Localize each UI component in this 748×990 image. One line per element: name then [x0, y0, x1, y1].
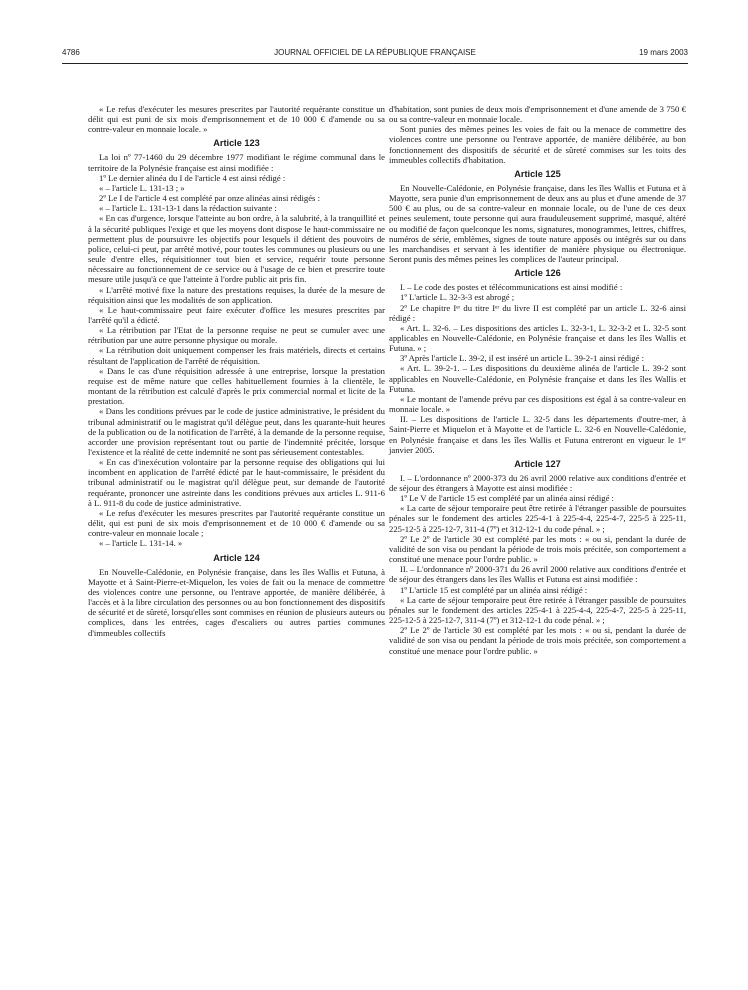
paragraph: « La carte de séjour temporaire peut être retirée à l'étranger passible de poursuites pénales sur le fondement des articles 225-4-1 à 225-4-4, 225-4-7, 225-5 à 225-11, 225-12-5 à 225-12-7, 311-4 (7º) et 312-12-1 du code pénal. » ; [389, 503, 686, 534]
paragraph: 2º Le chapitre Iᵉʳ du titre Iᵉʳ du livre II est complété par un article L. 32-6 ainsi rédigé : [389, 302, 686, 323]
paragraph: 1º L'article 15 est complété par un alinéa ainsi rédigé : [400, 584, 588, 595]
paragraph: 2º Le I de l'article 4 est complété par onze alinéas ainsi rédigés : [99, 193, 320, 204]
left-column [88, 104, 385, 638]
paragraph: « Art. L. 32-6. – Les dispositions des articles L. 32-3-1, L. 32-3-2 et L. 32-5 sont applicables en Nouvelle-Calédonie, en Polynésie française et dans les îles Wallis et Futuna. » ; [389, 322, 686, 354]
article-heading: Article 127 [514, 458, 561, 469]
paragraph: d'habitation, sont punies de deux mois d'emprisonnement et d'une amende de 3 750 € ou sa contre-valeur en monnaie locale. [389, 104, 686, 125]
paragraph: II. – Les dispositions de l'article L. 32-5 dans les départements d'outre-mer, à Saint-Pierre et Miquelon et à Mayotte et de l'article L. 32-6 en Nouvelle-Calédonie, en Polynésie française et dans les îles Wallis et Futuna entreront en vigueur le 1ᵉʳ janvier 2005. [389, 414, 686, 455]
paragraph: 1º Le V de l'article 15 est complété par un alinéa ainsi rédigé : [400, 493, 614, 504]
paragraph: « En cas d'inexécution volontaire par la personne requise des obligations qui lui incombent en application de l'arrêté édicté par le haut-commissaire, le président du tribunal administratif ou le magistrat qu'il délègue peut, sur demande de l'autorité requérante, prononcer une astreinte dans les conditions prévues aux articles L. 911-6 à L. 911-8 du code de justice administrative. [88, 457, 385, 508]
paragraph: « – l'article L. 131-13 ; » [99, 182, 185, 193]
publication-date: 19 mars 2003 [639, 48, 688, 57]
paragraph: « En cas d'urgence, lorsque l'atteinte au bon ordre, à la salubrité, à la tranquillité et à la sécurité publiques l'exige et que les moyens dont dispose le haut-commissaire ne permettent plus de poursuivre les objectifs pour lesquels il détient des pouvoirs de police, celui-ci peut, par arrêté motivé, pour toutes les communes ou plusieurs ou une seule d'entre elles, réquisitionner tout bien et service, requérir toute personne nécessaire au fonctionnement de ce service ou à l'usage de ce bien et prescrire toute mesure utile jusqu'à ce que l'atteinte à l'ordre public ait pris fin. [88, 213, 385, 285]
paragraph: 2º Le 2º de l'article 30 est complété par les mots : « ou si, pendant la durée de validité de son visa ou pendant la période de trois mois précitée, son comportement a constitué une menace pour l'ordre public. » [389, 533, 686, 565]
article-heading: Article 125 [514, 168, 561, 179]
paragraph: « Le haut-commissaire peut faire exécuter d'office les mesures prescrites par l'arrêté qu'il a édicté. [88, 304, 385, 325]
paragraph: « Le refus d'exécuter les mesures prescrites par l'autorité requérante constitue un délit, qui est puni de six mois d'emprisonnement et de 10 000 € d'amende ou sa contre-valeur en monnaie locale ; [88, 507, 385, 539]
paragraph: 1º Le dernier alinéa du I de l'article 4 est ainsi rédigé : [99, 172, 286, 183]
paragraph: « Le montant de l'amende prévu par ces dispositions est égal à sa contre-valeur en monnaie locale. » [389, 393, 686, 415]
paragraph: En Nouvelle-Calédonie, en Polynésie française, dans les îles Wallis et Futuna et à Mayotte, sera punie d'un emprisonnement de deux ans au plus et d'une amende de 37 500 € au plus, ou de sa contre-valeur en monnaie locale, ou de l'une de ces deux peines seulement, toute personne qui aura frauduleusement supprimé, masqué, altéré ou modifié de façon quelconque les noms, signatures, monogrammes, lettres, chiffres, numéros de série, emblèmes, signes de toute nature apposés ou intégrés sur ou dans les marchandises et servant à les identifier de manière physique ou électronique. Seront punis des mêmes peines les complices de l'auteur principal. [389, 182, 686, 265]
right-column [389, 104, 686, 656]
paragraph: « Le refus d'exécuter les mesures prescrites par l'autorité requérante constitue un délit qui est puni de six mois d'emprisonnement et de 10 000 € d'amende ou sa contre-valeur en monnaie locale. » [88, 104, 385, 135]
article-heading: Article 124 [213, 552, 260, 563]
paragraph: 3º Après l'article L. 39-2, il est inséré un article L. 39-2-1 ainsi rédigé : [400, 353, 644, 364]
paragraph: II. – L'ordonnance nº 2000-371 du 26 avril 2000 relative aux conditions d'entrée et de séjour des étrangers dans les îles Wallis et Futuna est ainsi modifiée : [389, 564, 686, 585]
paragraph: 2º Le 2º de l'article 30 est complété par les mots : « ou si, pendant la durée de validité de son visa ou pendant la période de trois mois précitée, son comportement a constitué une menace pour l'ordre public. » [389, 625, 686, 656]
paragraph: En Nouvelle-Calédonie, en Polynésie française, dans les îles Wallis et Futuna, à Mayotte et à Saint-Pierre-et-Miquelon, les voies de fait ou la menace de commettre des violences contre une personne, ou l'entrave apportée, de manière délibérée, à l'accès et à la libre circulation des personnes ou au bon fonctionnement des dispositifs de sécurité et de sûreté, lorsqu'elles sont commises en réunion de plusieurs auteurs ou complices, dans les entrées, cages d'escaliers ou autres parties communes d'immeubles collectifs [88, 566, 385, 638]
journal-title: JOURNAL OFFICIEL DE LA RÉPUBLIQUE FRANÇAISE [274, 48, 476, 57]
paragraph: La loi nº 77-1460 du 29 décembre 1977 modifiant le régime communal dans le territoire de la Polynésie française est ainsi modifiée : [88, 152, 385, 173]
paragraph: « La rétribution doit uniquement compenser les frais matériels, directs et certains résultant de l'application de l'arrêté de réquisition. [88, 345, 385, 366]
paragraph: I. – Le code des postes et télécommunications est ainsi modifié : [400, 282, 623, 293]
paragraph: « La rétribution par l'Etat de la personne requise ne peut se cumuler avec une rétribution par une autre personne physique ou morale. [88, 325, 385, 346]
paragraph: « – l'article L. 131-14. » [99, 538, 183, 549]
paragraph: Sont punies des mêmes peines les voies de fait ou la menace de commettre des violences contre une personne ou l'entrave apportée, de manière délibérée, au bon fonctionnement des dispositifs de sécurité et de sûreté commises sur les toits des immeubles collectifs d'habitation. [389, 124, 686, 165]
article-heading: Article 123 [213, 138, 260, 149]
paragraph: « Art. L. 39-2-1. – Les dispositions du deuxième alinéa de l'article L. 39-2 sont applicables en Nouvelle-Calédonie, en Polynésie française et dans les îles Wallis et Futuna. [389, 363, 686, 394]
paragraph: « Dans le cas d'une réquisition adressée à une entreprise, lorsque la prestation requise est de même nature que celles habituellement fournies à la clientèle, le montant de la rétribution est calculé d'après le prix commercial normal et licite de la prestation. [88, 365, 385, 407]
paragraph: « – l'article L. 131-13-1 dans la rédaction suivante : [99, 203, 277, 214]
paragraph: « La carte de séjour temporaire peut être retirée à l'étranger passible de poursuites pénales sur le fondement des articles 225-4-1 à 225-4-4, 225-4-7, 225-5 à 225-11, 225-12-5 à 225-12-7, 311-4 (7º) et 312-12-1 du code pénal. » ; [389, 594, 686, 626]
paragraph: 1º L'article L. 32-3-3 est abrogé ; [400, 292, 515, 303]
page-number: 4786 [62, 48, 80, 57]
paragraph: « L'arrêté motivé fixe la nature des prestations requises, la durée de la mesure de réquisition ainsi que les modalités de son application. [88, 284, 385, 305]
article-heading: Article 126 [514, 268, 561, 279]
header-rule [62, 63, 688, 64]
paragraph: « Dans les conditions prévues par le code de justice administrative, le président du tribunal administratif ou le magistrat qu'il délègue peut, dans les quarante-huit heures de la publication ou de la notification de l'arrêté, à la demande de la personne requise, accorder une provision représentant tout ou partie de l'indemnité précitée, lorsque l'existence et la réalité de cette indemnité ne sont pas sérieusement contestables. [88, 406, 385, 457]
page-header [62, 48, 688, 62]
paragraph: I. – L'ordonnance nº 2000-373 du 26 avril 2000 relative aux conditions d'entrée et de séjour des étrangers à Mayotte est ainsi modifiée : [389, 472, 686, 493]
